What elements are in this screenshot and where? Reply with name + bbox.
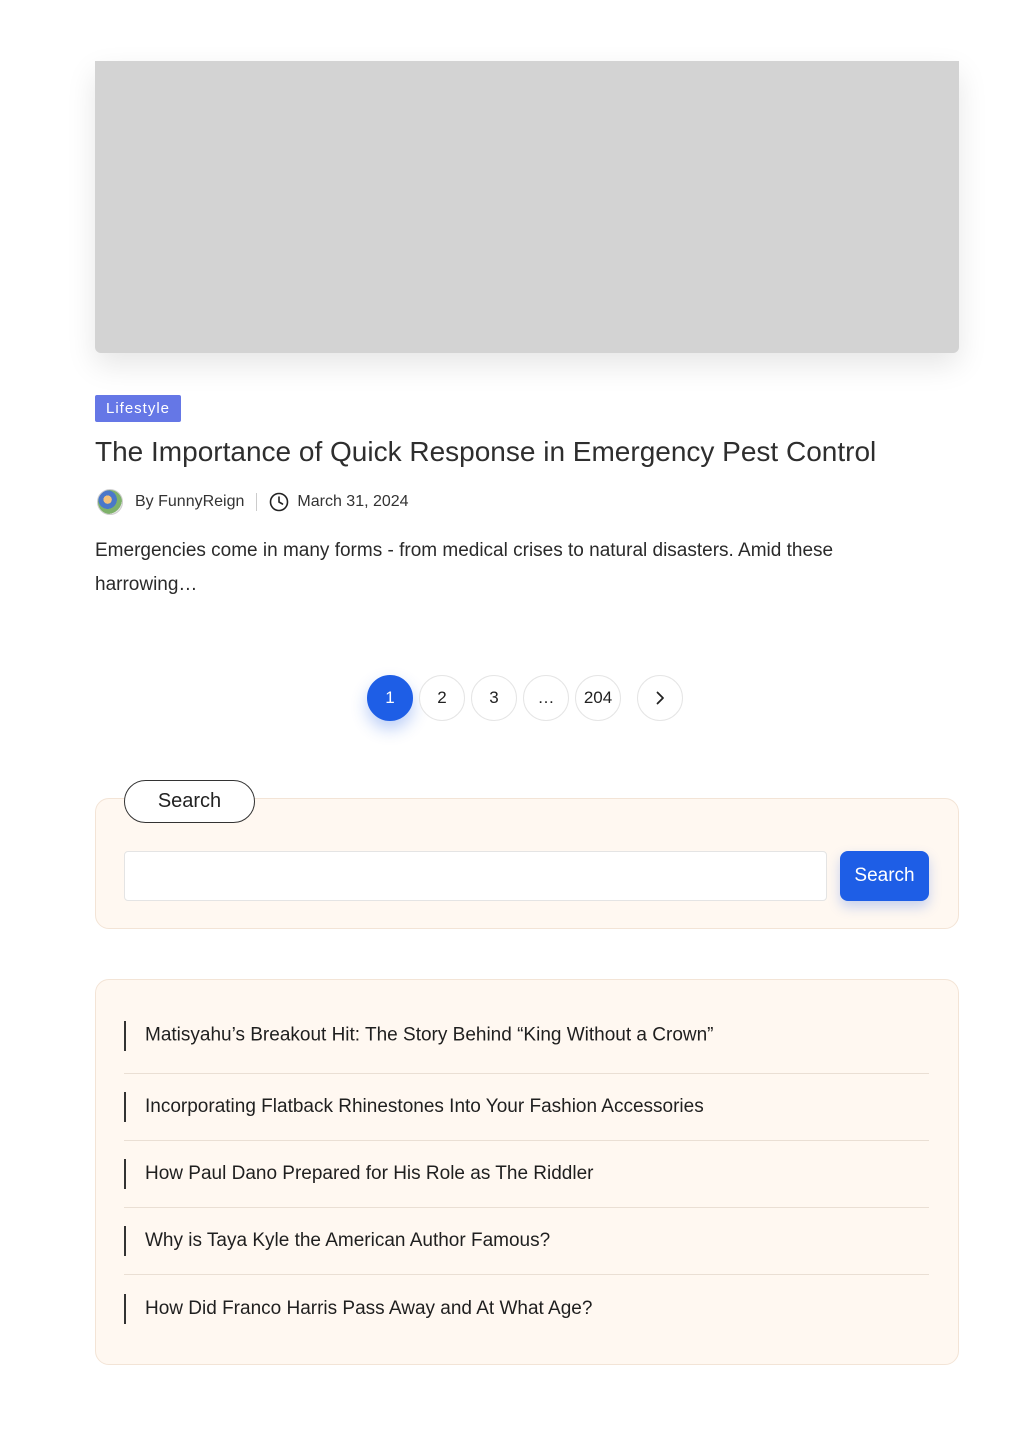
post-author[interactable]: By FunnyReign [135, 493, 245, 510]
recent-post-link[interactable]: Matisyahu’s Breakout Hit: The Story Behind “King Without a Crown” [145, 1024, 714, 1046]
post-date: March 31, 2024 [297, 493, 409, 510]
recent-post-link[interactable]: How Paul Dano Prepared for His Role as The Riddler [145, 1163, 594, 1184]
page-1-button[interactable]: 1 [367, 675, 413, 721]
pagination [367, 674, 689, 722]
post-meta [97, 488, 409, 516]
search-input[interactable] [124, 851, 827, 901]
list-item [124, 1074, 929, 1141]
list-item-accent-bar [124, 1092, 126, 1122]
recent-post-link[interactable]: Why is Taya Kyle the American Author Famous? [145, 1230, 551, 1251]
list-item [124, 1006, 929, 1074]
page-204-button[interactable]: 204 [575, 675, 621, 721]
meta-divider [256, 493, 257, 511]
page-3-button[interactable]: 3 [471, 675, 517, 721]
post-excerpt: Emergencies come in many forms - from medical crises to natural disasters. Amid these harrowing… [95, 540, 834, 595]
search-widget-title: Search [124, 780, 255, 823]
post-featured-image[interactable] [95, 61, 959, 353]
list-item [124, 1208, 929, 1275]
clock-icon [269, 492, 289, 512]
recent-posts-list [124, 1006, 929, 1342]
search-button[interactable]: Search [840, 851, 929, 901]
list-item-accent-bar [124, 1294, 126, 1324]
post-title[interactable]: The Importance of Quick Response in Emergency Pest Control [95, 436, 877, 467]
list-item-accent-bar [124, 1226, 126, 1256]
page-2-button[interactable]: 2 [419, 675, 465, 721]
author-avatar[interactable] [97, 489, 123, 515]
chevron-right-icon [652, 690, 668, 706]
list-item [124, 1275, 929, 1342]
recent-post-link[interactable]: How Did Franco Harris Pass Away and At What Age? [145, 1297, 593, 1319]
page-ellipsis: … [523, 675, 569, 721]
list-item-accent-bar [124, 1021, 126, 1051]
list-item-accent-bar [124, 1159, 126, 1189]
next-page-button[interactable] [637, 675, 683, 721]
category-badge[interactable]: Lifestyle [95, 395, 181, 422]
recent-post-link[interactable]: Incorporating Flatback Rhinestones Into Your Fashion Accessories [145, 1096, 704, 1117]
list-item [124, 1141, 929, 1208]
